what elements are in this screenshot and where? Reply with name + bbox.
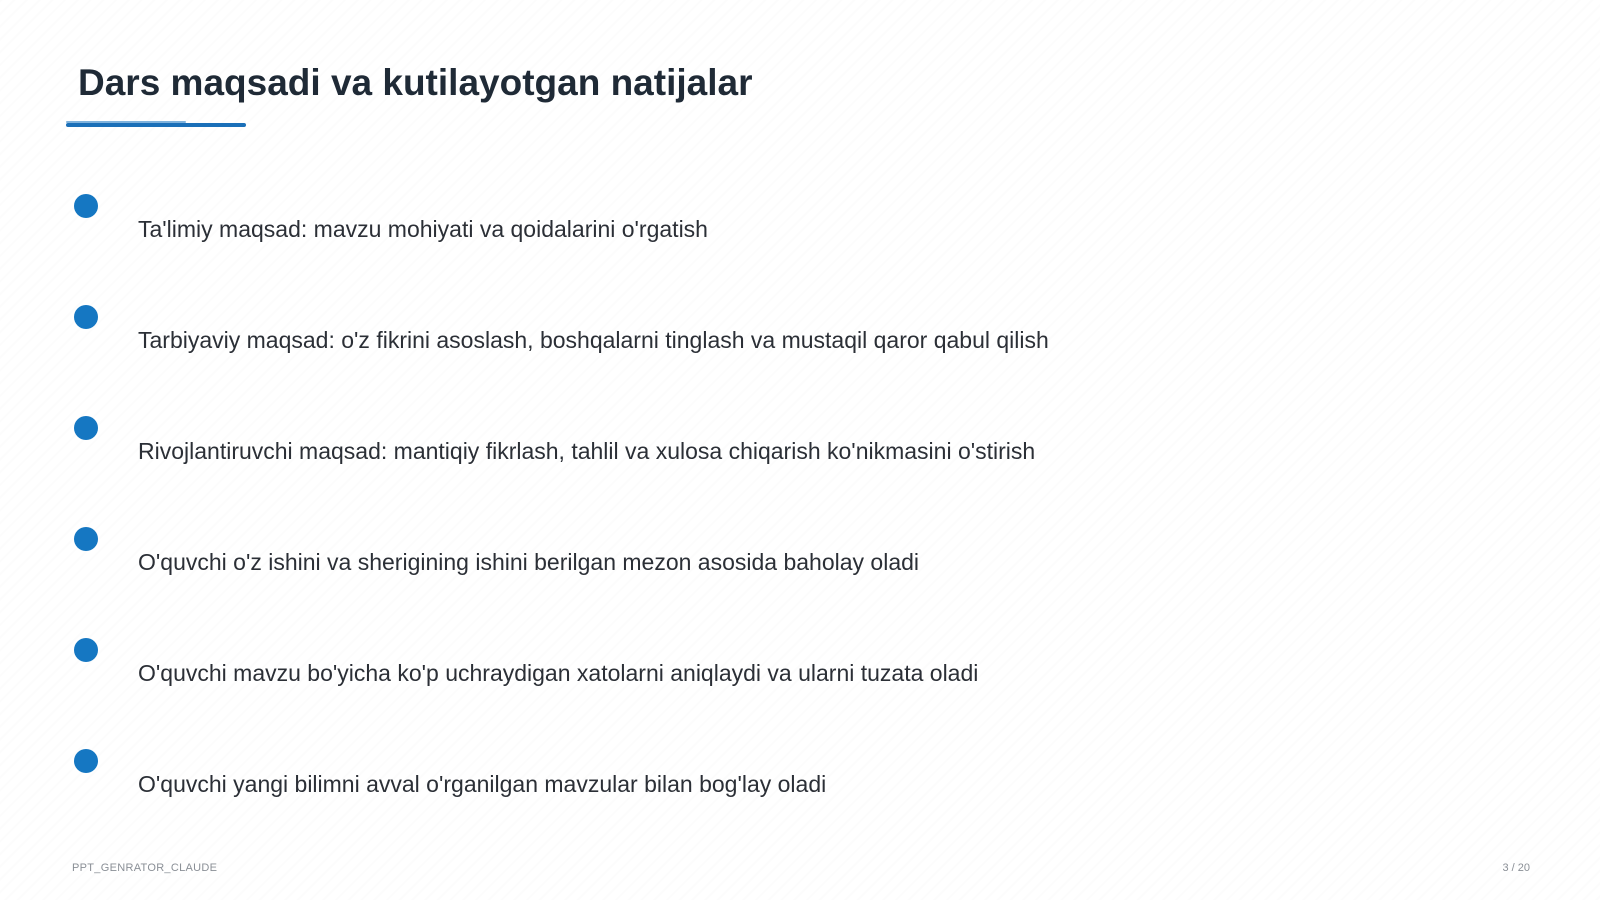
- bullet-text: Ta'limiy maqsad: mavzu mohiyati va qoidalarini o'rgatish: [138, 216, 708, 242]
- bullet-item: [0, 638, 1400, 698]
- bullet-text: Tarbiyaviy maqsad: o'z fikrini asoslash, boshqalarni tinglash va mustaqil qaror qabul qilish: [138, 327, 1049, 353]
- bullet-text: O'quvchi mavzu bo'yicha ko'p uchraydigan xatolarni aniqlaydi va ularni tuzata oladi: [138, 660, 979, 686]
- bullet-dot-icon: [74, 305, 98, 329]
- slide-title: Dars maqsadi va kutilayotgan natijalar: [78, 62, 753, 103]
- title-underline: [66, 123, 246, 127]
- bullet-dot-icon: [74, 749, 98, 773]
- bullet-item: [0, 416, 1400, 476]
- bullet-dot-icon: [74, 527, 98, 551]
- bullet-item: [0, 194, 1400, 254]
- bullet-dot-icon: [74, 194, 98, 218]
- bullet-dot-icon: [74, 416, 98, 440]
- bullet-dot-icon: [74, 638, 98, 662]
- bullet-text: O'quvchi yangi bilimni avval o'rganilgan mavzular bilan bog'lay oladi: [138, 771, 827, 797]
- bullet-item: [0, 749, 1400, 809]
- page-number: 3 / 20: [1502, 862, 1530, 874]
- bullet-item: [0, 305, 1400, 365]
- bullet-item: [0, 527, 1400, 587]
- bullet-text: O'quvchi o'z ishini va sherigining ishini berilgan mezon asosida baholay oladi: [138, 549, 920, 575]
- bullet-text: Rivojlantiruvchi maqsad: mantiqiy fikrlash, tahlil va xulosa chiqarish ko'nikmasini o'stirish: [138, 438, 1036, 464]
- footer-label: PPT_GENRATOR_CLAUDE: [72, 862, 218, 874]
